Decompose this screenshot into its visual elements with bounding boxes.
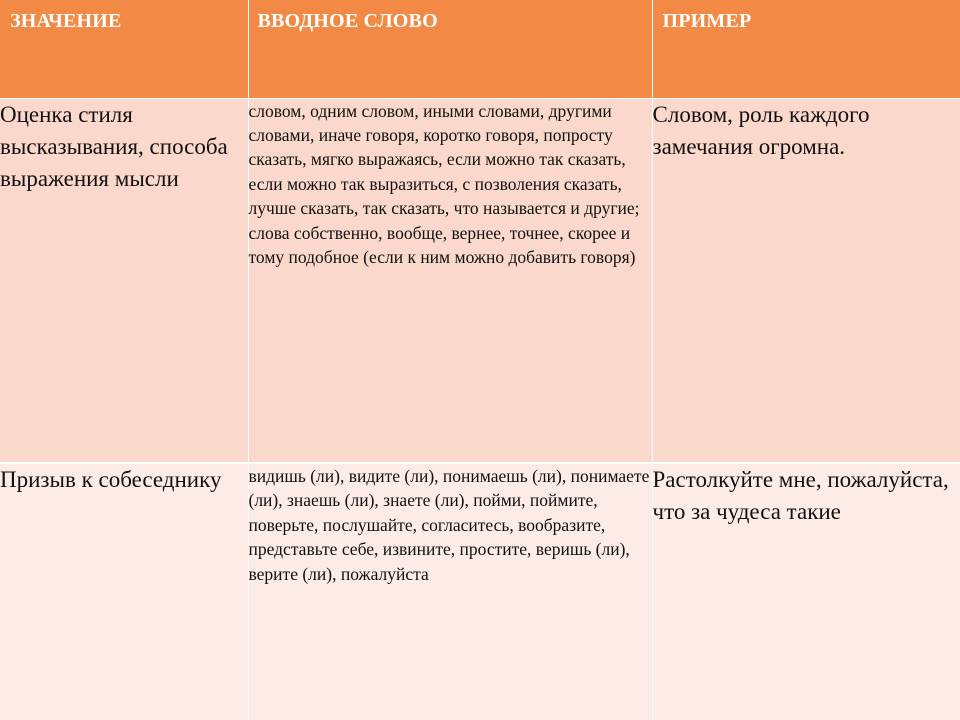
cell-meaning: Оценка стиля высказывания, способа выражения мысли xyxy=(0,98,248,463)
cell-example: Словом, роль каждого замечания огромна. xyxy=(652,98,960,463)
cell-intro-words: видишь (ли), видите (ли), понимаешь (ли), понимаете (ли), знаешь (ли), знаете (ли), пойми, поймите, поверьте, послушайте, согласитесь, вообразите, представьте себе, извините, простите, веришь (ли), верите (ли), пожалуйста xyxy=(248,463,652,720)
header-example: ПРИМЕР xyxy=(652,0,960,98)
table-row xyxy=(0,98,960,463)
header-meaning: ЗНАЧЕНИЕ xyxy=(0,0,248,98)
cell-meaning: Призыв к собеседнику xyxy=(0,463,248,720)
cell-intro-words: словом, одним словом, иными словами, другими словами, иначе говоря, коротко говоря, попросту сказать, мягко выражаясь, если можно так сказать, если можно так выразиться, с позволения сказать, лучше сказать, так сказать, что называется и другие; слова собственно, вообще, вернее, точнее, скорее и тому подобное (если к ним можно добавить говоря) xyxy=(248,98,652,463)
cell-example: Растолкуйте мне, пожалуйста, что за чудеса такие xyxy=(652,467,949,524)
table-header-row xyxy=(0,0,960,98)
table-row xyxy=(0,463,960,720)
header-intro-word: ВВОДНОЕ СЛОВО xyxy=(248,0,652,98)
